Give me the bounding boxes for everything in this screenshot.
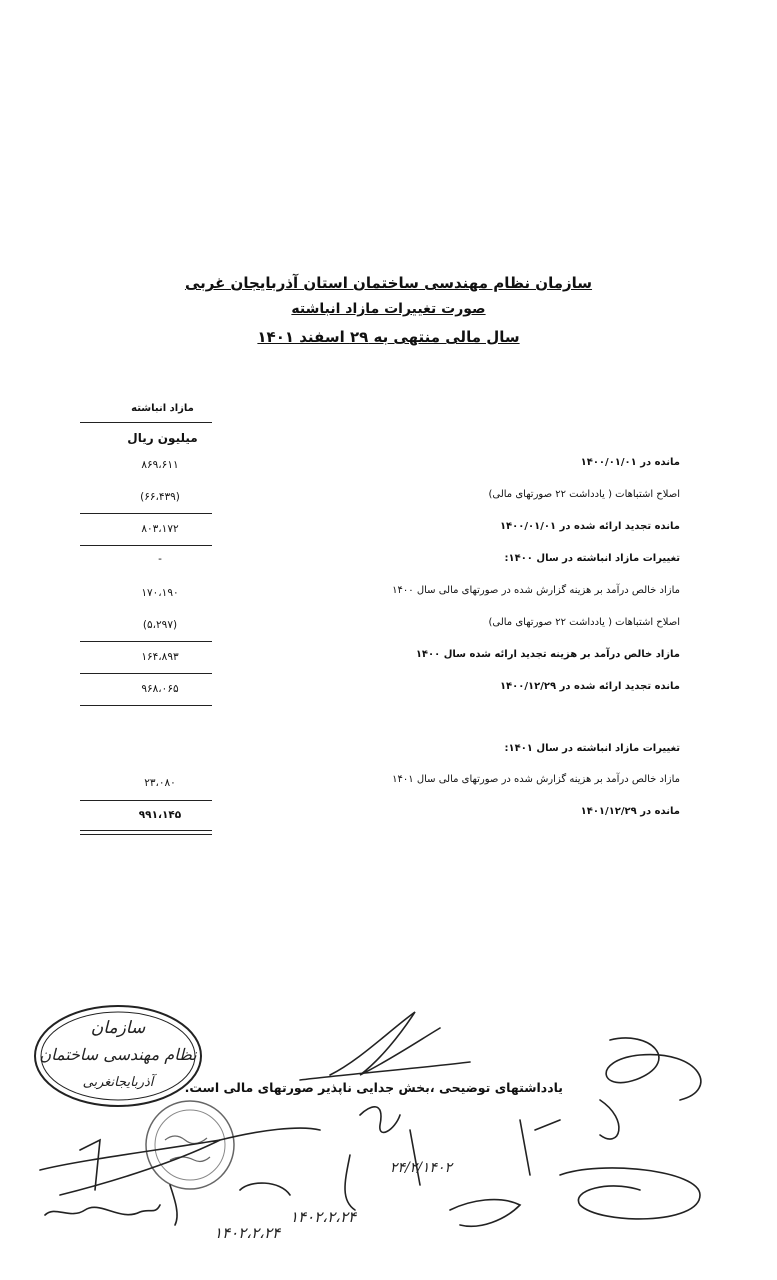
column-header: مازاد انباشته xyxy=(131,403,194,414)
seal-text-line3: آذربایجانغربی xyxy=(82,1075,154,1090)
row-value-restated-opening: ۸۰۳،۱۷۲ xyxy=(141,523,179,535)
row-label-restated-opening: مانده تجدید ارائه شده در ۱۴۰۰/۰۱/۰۱ xyxy=(499,521,680,532)
row-value-error-correction-1400: (۵،۲۹۷) xyxy=(142,619,178,631)
org-title: سازمان نظام مهندسی ساختمان استان آذربایجان غربی xyxy=(184,274,593,292)
row-value-changes-1400: - xyxy=(158,553,162,565)
row-value-error-correction: (۶۶،۴۳۹) xyxy=(140,491,180,503)
period-title: سال مالی منتهی به ۲۹ اسفند ۱۴۰۱ xyxy=(257,328,520,346)
row-label-changes-1401: تغییرات مازاد انباشته در سال ۱۴۰۱: xyxy=(504,743,680,754)
seal-text-line2: نظام مهندسی ساختمان xyxy=(39,1045,197,1064)
row-label-surplus-1401: مازاد خالص درآمد بر هزینه گزارش شده در صورتهای مالی سال ۱۴۰۱ xyxy=(392,774,680,785)
row-value-restated-closing-1400: ۹۶۸،۰۶۵ xyxy=(141,683,179,695)
statement-title: صورت تغییرات مازاد انباشته xyxy=(291,301,486,317)
footnote: یادداشتهای توضیحی ،بخش جدایی ناپذیر صورتهای مالی است. xyxy=(184,1080,563,1095)
row-label-restated-closing-1400: مانده تجدید ارائه شده در ۱۴۰۰/۱۲/۲۹ xyxy=(499,681,680,692)
handwritten-date-3: ۲۴/۲/۱۴۰۲ xyxy=(389,1160,452,1176)
row-label-error-correction: اصلاح اشتباهات ( یادداشت ۲۲ صورتهای مالی) xyxy=(488,489,680,500)
row-label-changes-1400: تغییرات مازاد انباشته در سال ۱۴۰۰: xyxy=(504,553,680,564)
row-label-restated-surplus-1400: مازاد خالص درآمد بر هزینه تجدید ارائه شده سال ۱۴۰۰ xyxy=(415,649,680,660)
row-value-surplus-1400: ۱۷۰،۱۹۰ xyxy=(141,587,179,599)
handwritten-date-1: ۱۴۰۲،۲،۲۴ xyxy=(214,1224,281,1242)
row-label-opening-balance: مانده در ۱۴۰۰/۰۱/۰۱ xyxy=(580,457,680,468)
row-value-surplus-1401: ۲۳،۰۸۰ xyxy=(144,777,176,789)
organization-seal xyxy=(35,1006,201,1106)
seal-text-line1: سازمان xyxy=(90,1018,146,1038)
row-value-restated-surplus-1400: ۱۶۴،۸۹۳ xyxy=(141,651,179,663)
row-label-surplus-1400: مازاد خالص درآمد بر هزینه گزارش شده در صورتهای مالی سال ۱۴۰۰ xyxy=(392,585,680,596)
row-label-closing-1401: مانده در ۱۴۰۱/۱۲/۲۹ xyxy=(580,806,680,817)
handwritten-date-2: ۱۴۰۲،۲،۲۴ xyxy=(290,1208,357,1226)
column-unit: میلیون ریال xyxy=(127,431,198,445)
row-value-closing-1401: ۹۹۱،۱۴۵ xyxy=(138,809,182,821)
row-label-error-correction-1400: اصلاح اشتباهات ( یادداشت ۲۲ صورتهای مالی) xyxy=(488,617,680,628)
row-value-opening-balance: ۸۶۹،۶۱۱ xyxy=(141,459,179,471)
